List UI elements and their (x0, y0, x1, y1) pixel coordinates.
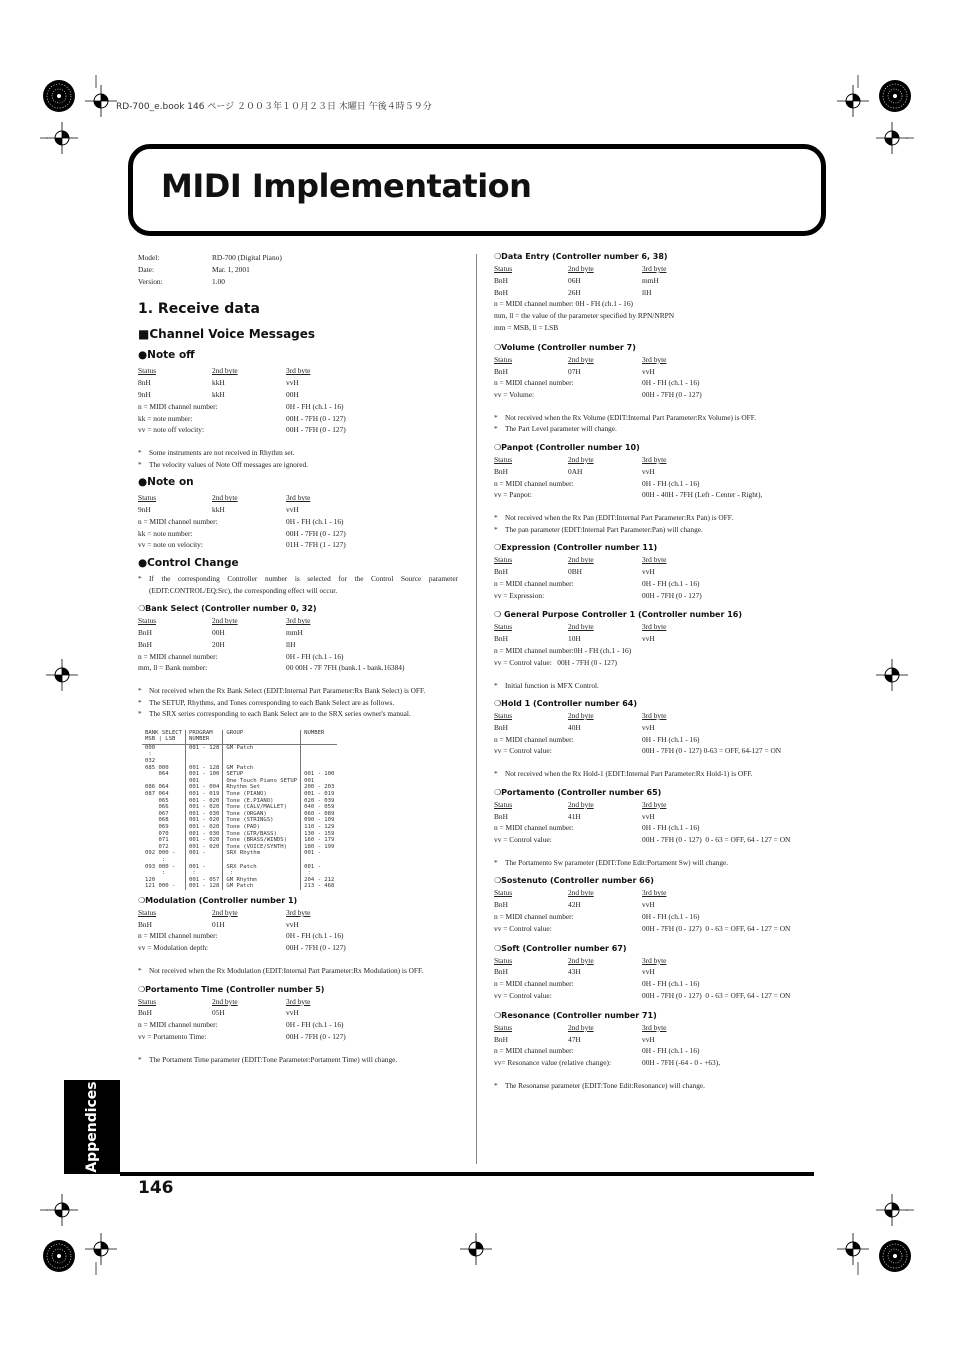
bank-select-heading: ❍Bank Select (Controller number 0, 32) (138, 604, 317, 614)
table-header-cell: NUMBER (301, 730, 338, 745)
table-row: 120 121 000 - 001 - 057 001 - 128 GM Rhythm GM Patch 204 - 212 213 - 468 (142, 877, 337, 890)
definition-row: n = MIDI channel number: 0H - FH (ch.1 - 16) (138, 401, 344, 411)
table-header-cell: GROUP (223, 730, 301, 745)
definition-row: vv = Control value: 00H - 7FH (0 - 127) 0 - 63 = OFF, 64 - 127 = ON (494, 990, 791, 1000)
table-row: BnH 42H vvH (494, 900, 655, 910)
table-header: Status 2nd byte 3rd byte (138, 996, 311, 1006)
bank-select-table (142, 730, 337, 890)
crosshair-target-icon (85, 85, 117, 117)
definition-row: vv = Control value: 00H - 7FH (0 - 127) (494, 657, 618, 667)
control-change-heading: ●Control Change (138, 557, 239, 570)
definition-row: n = MIDI channel number: 0H - FH (ch.1 - 16) (494, 299, 634, 309)
definition-row: n = MIDI channel number: 0H - FH (ch.1 - 16) (494, 1046, 700, 1056)
table-header-row (142, 730, 337, 745)
definition-row: n = MIDI channel number: 0H - FH (ch.1 - 16) (138, 651, 344, 661)
table-row: 086 064 087 064 065 066 067 068 069 070 071 072 001 - 004 001 - 019 001 - 020 001 - 020 001 - 030 001 - 020 001 - 020 001 - 030 001 - 020 001 - 020 Rhythm Set Tone (PIANO) Tone (E.PIANO) Tone (CALV/MALLET) Tone (ORGAN) Tone (STRINGS) Tone (PAD) Tone (GTR/BASS) Tone (BRASS/WINDS) Tone (VOICE/SYNTH) 200 - 203 001 - 019 020 - 039 040 - 059 060 - 089 090 - 109 110 - 129 130 - 159 160 - 179 180 - 199 (142, 784, 337, 850)
table-row: BnH 43H vvH (494, 967, 655, 977)
table-header: Status 2nd byte 3rd byte (138, 907, 311, 917)
footnote: * The Part Level parameter will change. (494, 423, 814, 435)
table-header: Status 2nd byte 3rd byte (494, 622, 667, 632)
meta-row: Version: 1.00 (138, 276, 225, 286)
registration-mark-icon (43, 1240, 75, 1272)
crosshair-target-icon (876, 1194, 908, 1226)
footnote: * The velocity values of Note Off messages are ignored. (138, 459, 458, 471)
portamento-time-heading: ❍Portamento Time (Controller number 5) (138, 984, 325, 994)
table-row: 8nH kkH vvH (138, 378, 299, 388)
registration-mark-icon (43, 80, 75, 112)
definition-row: vv = Control value: 00H - 7FH (0 - 127) 0 - 63 = OFF, 64 - 127 = ON (494, 923, 791, 933)
crosshair-target-icon (85, 1233, 117, 1265)
definition-row: n = MIDI channel number: 0H - FH (ch.1 - 16) (494, 478, 700, 488)
definition-row: vv = Volume: 00H - 7FH (0 - 127) (494, 390, 702, 400)
definition-row: vv = Control value: 00H - 7FH (0 - 127) 0 - 63 = OFF, 64 - 127 = ON (494, 835, 791, 845)
meta-row: Model: RD-700 (Digital Piano) (138, 253, 282, 262)
crosshair-target-icon (460, 1233, 492, 1265)
footnote: * The pan parameter (EDIT:Internal Part Parameter:Pan) will change. (494, 524, 814, 536)
right-column (494, 252, 814, 1091)
definition-row: mm, ll = the value of the parameter specified by RPN/NRPN (494, 311, 675, 321)
table-row: BnH 01H vvH (138, 919, 299, 929)
table-header: Status 2nd byte 3rd byte (494, 955, 667, 965)
definition-row: vv = Control value: 00H - 7FH (0 - 127) 0-63 = OFF, 64-127 = ON (494, 746, 782, 756)
footnote: * Initial function is MFX Control. (494, 680, 814, 692)
footnote: * The Portament Time parameter (EDIT:Tone Parameter:Portament Time) will change. (138, 1054, 458, 1066)
registration-mark-icon (879, 80, 911, 112)
subsection-heading: ■Channel Voice Messages (138, 327, 316, 342)
footnote: * The SETUP, Rhythms, and Tones corresponding to each Bank Select are as follows. (138, 697, 458, 709)
table-row: 092 000 - : 001 - SRX Rhythm 001 - (142, 850, 337, 863)
table-row: BnH 10H vvH (494, 634, 655, 644)
table-row: 000 : 032 001 - 128 GM Patch (142, 744, 337, 764)
panpot-heading: ❍Panpot (Controller number 10) (494, 442, 640, 452)
side-tab (64, 1080, 120, 1174)
page-number: 146 (138, 1178, 174, 1198)
volume-heading: ❍Volume (Controller number 7) (494, 342, 636, 352)
soft-heading: ❍Soft (Controller number 67) (494, 943, 627, 953)
definition-row: vv = note on velocity: 01H - 7FH (1 - 127) (138, 540, 346, 550)
crosshair-target-icon (837, 1233, 869, 1265)
definition-row: mm = MSB, ll = LSB (494, 322, 559, 332)
table-row: 9nH kkH vvH (138, 504, 299, 514)
bottom-rule (120, 1172, 814, 1176)
general-purpose-controller-heading: ❍ General Purpose Controller 1 (Controller number 16) (494, 610, 742, 620)
table-header-cell: BANK SELECT MSB | LSB (142, 730, 186, 745)
definition-row: n = MIDI channel number: 0H - FH (ch.1 - 16) (494, 734, 700, 744)
table-header: Status 2nd byte 3rd byte (494, 1022, 667, 1032)
table-row: BnH 20H llH (138, 639, 296, 649)
table-row: BnH 06H mmH (494, 275, 659, 285)
column-divider (476, 254, 477, 1164)
meta-row: Date: Mar. 1, 2001 (138, 264, 250, 274)
table-row: 093 000 - : 001 - : SRX Patch : 001 - : (142, 864, 337, 877)
table-header: Status 2nd byte 3rd byte (138, 366, 311, 376)
definition-row: n = MIDI channel number: 0H - FH (ch.1 - 16) (494, 979, 700, 989)
table-header: Status 2nd byte 3rd byte (494, 264, 667, 273)
definition-row: vv = Modulation depth: 00H - 7FH (0 - 127) (138, 943, 346, 953)
expression-heading: ❍Expression (Controller number 11) (494, 543, 658, 553)
hold1-heading: ❍Hold 1 (Controller number 64) (494, 699, 637, 709)
table-row: BnH 0BH vvH (494, 566, 655, 576)
definition-row: vv = note off velocity: 00H - 7FH (0 - 127) (138, 425, 346, 435)
print-header: RD-700_e.book 146 ページ ２００３年１０月２３日 木曜日 午後４時５９分 (116, 102, 432, 112)
footnote: * Not received when the Rx Pan (EDIT:Internal Part Parameter:Rx Pan) is OFF. (494, 512, 814, 524)
data-entry-heading: ❍Data Entry (Controller number 6, 38) (494, 252, 668, 261)
crosshair-target-icon (46, 1194, 78, 1226)
table-header: Status 2nd byte 3rd byte (138, 616, 311, 626)
definition-row: vv = Expression: 00H - 7FH (0 - 127) (494, 590, 702, 600)
footnote: * The SRX series corresponding to each Bank Select are to the SRX series owner's manual. (138, 708, 458, 720)
definition-row: n = MIDI channel number: 0H - FH (ch.1 - 16) (494, 823, 700, 833)
definition-row: n = MIDI channel number: 0H - FH (ch.1 - 16) (494, 378, 700, 388)
definition-row: mm, ll = Bank number: 00 00H - 7F 7FH (bank.1 - bank.16384) (138, 663, 405, 673)
table-header: Status 2nd byte 3rd byte (494, 711, 667, 721)
title-box (128, 144, 826, 236)
table-row: 9nH kkH 00H (138, 389, 299, 399)
definition-row: n = MIDI channel number: 0H - FH (ch.1 - 16) (138, 931, 344, 941)
portamento-heading: ❍Portamento (Controller number 65) (494, 787, 662, 797)
side-tab-label: Appendices (84, 1081, 100, 1173)
table-row: BnH 00H mmH (138, 627, 303, 637)
registration-mark-icon (879, 1240, 911, 1272)
definition-row: kk = note number: 00H - 7FH (0 - 127) (138, 413, 346, 423)
table-header: Status 2nd byte 3rd byte (494, 799, 667, 809)
footnote: * Not received when the Rx Hold-1 (EDIT:Internal Part Parameter:Rx Hold-1) is OFF. (494, 768, 814, 780)
footnote: * Not received when the Rx Bank Select (EDIT:Internal Part Parameter:Rx Bank Select) is OFF. (138, 685, 458, 697)
definition-row: n = MIDI channel number: 0H - FH (ch.1 - 16) (138, 1020, 344, 1030)
sostenuto-heading: ❍Sostenuto (Controller number 66) (494, 876, 654, 886)
crosshair-target-icon (837, 85, 869, 117)
footnote: * Not received when the Rx Volume (EDIT:Internal Part Parameter:Rx Volume) is OFF. (494, 412, 814, 424)
table-row: BnH 47H vvH (494, 1034, 655, 1044)
modulation-heading: ❍Modulation (Controller number 1) (138, 895, 298, 905)
table-row: BnH 41H vvH (494, 811, 655, 821)
footnote: * Some instruments are not received in Rhythm set. (138, 447, 458, 459)
left-column (138, 252, 458, 1065)
table-header: Status 2nd byte 3rd byte (138, 493, 311, 503)
section-heading: 1. Receive data (138, 301, 260, 318)
table-row: BnH 05H vvH (138, 1008, 299, 1018)
crosshair-target-icon (876, 659, 908, 691)
table-header: Status 2nd byte 3rd byte (494, 454, 667, 464)
table-row: BnH 26H llH (494, 287, 652, 297)
page-title: MIDI Implementation (161, 167, 532, 205)
crosshair-target-icon (46, 122, 78, 154)
table-header: Status 2nd byte 3rd byte (494, 888, 667, 898)
footnote: * The Resonanse parameter (EDIT:Tone Edit:Resonance) will change. (494, 1080, 814, 1092)
definition-row: vv = Portamento Time: 00H - 7FH (0 - 127) (138, 1031, 346, 1041)
resonance-heading: ❍Resonance (Controller number 71) (494, 1010, 657, 1020)
table-row: BnH 07H vvH (494, 366, 655, 376)
table-header: Status 2nd byte 3rd byte (494, 354, 667, 364)
definition-row: n = MIDI channel number: 0H - FH (ch.1 - 16) (494, 912, 700, 921)
crosshair-target-icon (876, 122, 908, 154)
definition-row: vv = Panpot: 00H - 40H - 7FH (Left - Center - Right), (494, 490, 763, 500)
definition-row: n = MIDI channel number: 0H - FH (ch.1 - 16) (494, 578, 700, 588)
footnote: * If the corresponding Controller number is selected for the Control Source parameter (EDIT:CONTROL/EQ:Src), the corresponding effect will occur. (138, 573, 458, 596)
footnote: * The Portamento Sw parameter (EDIT:Tone Edit:Portament Sw) will change. (494, 857, 814, 869)
table-row: BnH 40H vvH (494, 722, 655, 732)
definition-row: vv= Resonance value (relative change): 00H - 7FH (-64 - 0 - +63), (494, 1058, 721, 1068)
table-header-cell: PROGRAM NUMBER (186, 730, 223, 745)
table-row: BnH 0AH vvH (494, 466, 655, 476)
note-on-heading: ●Note on (138, 476, 194, 489)
definition-row: kk = note number: 00H - 7FH (0 - 127) (138, 528, 346, 538)
table-row: 085 000 064 001 - 128 001 - 100 001 GM Patch SETUP One Touch Piano SETUP 001 - 100 001 (142, 765, 337, 785)
note-off-heading: ●Note off (138, 349, 195, 362)
crosshair-target-icon (46, 659, 78, 691)
definition-row: n = MIDI channel number: 0H - FH (ch.1 - 16) (138, 516, 344, 526)
table-header: Status 2nd byte 3rd byte (494, 555, 667, 565)
footnote: * Not received when the Rx Modulation (EDIT:Internal Part Parameter:Rx Modulation) is OFF. (138, 965, 458, 977)
definition-row: n = MIDI channel number:0H - FH (ch.1 - 16) (494, 645, 632, 655)
